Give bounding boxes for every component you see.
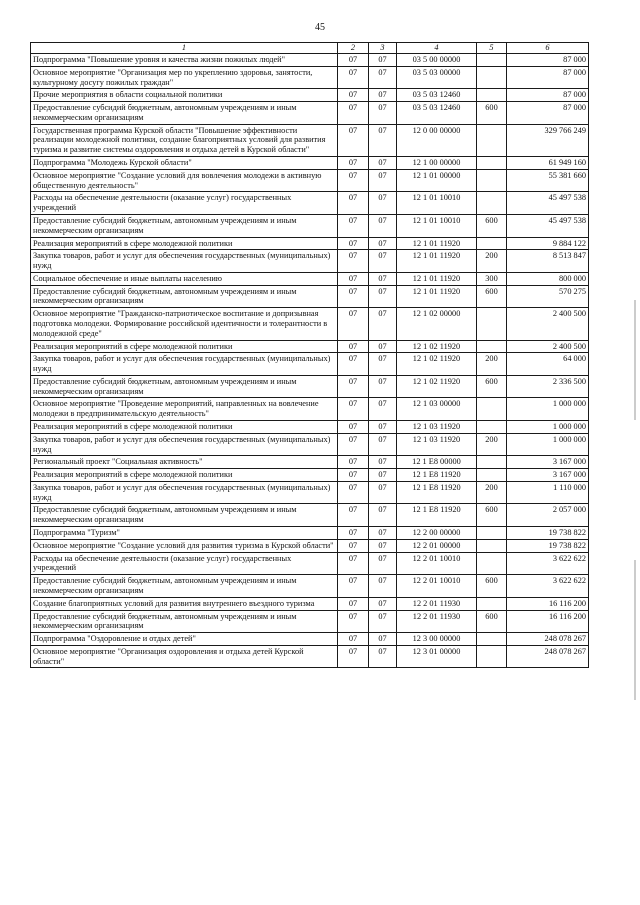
table-row (31, 89, 589, 102)
row-name-cell: Основное мероприятие "Проведение мероприятий, направленных на вовлечение молодежи в предпринимательскую деятельность" (31, 398, 338, 421)
row-section-cell: 07 (338, 610, 369, 633)
row-subsection-cell: 07 (369, 539, 397, 552)
row-subsection-cell: 07 (369, 552, 397, 575)
row-amount-cell: 61 949 160 (507, 157, 589, 170)
row-target-article-cell: 12 1 02 11920 (397, 375, 477, 398)
row-subsection-cell: 07 (369, 214, 397, 237)
table-row (31, 214, 589, 237)
row-name-cell: Создание благоприятных условий для развития внутреннего въездного туризма (31, 597, 338, 610)
row-amount-cell: 2 400 500 (507, 308, 589, 340)
row-section-cell: 07 (338, 54, 369, 67)
row-section-cell: 07 (338, 398, 369, 421)
table-row (31, 340, 589, 353)
row-subsection-cell: 07 (369, 124, 397, 156)
row-expense-type-cell (477, 469, 507, 482)
row-target-article-cell: 12 2 01 11930 (397, 597, 477, 610)
row-target-article-cell: 12 2 01 10010 (397, 552, 477, 575)
row-subsection-cell: 07 (369, 237, 397, 250)
row-name-cell: Региональный проект "Социальная активность" (31, 456, 338, 469)
row-subsection-cell: 07 (369, 272, 397, 285)
row-amount-cell: 2 336 500 (507, 375, 589, 398)
header-col-5: 5 (477, 43, 507, 54)
row-section-cell: 07 (338, 285, 369, 308)
row-name-cell: Реализация мероприятий в сфере молодежной политики (31, 237, 338, 250)
row-amount-cell: 248 078 267 (507, 645, 589, 668)
row-amount-cell: 1 000 000 (507, 433, 589, 456)
row-target-article-cell: 12 2 01 00000 (397, 539, 477, 552)
row-expense-type-cell (477, 192, 507, 215)
row-subsection-cell: 07 (369, 575, 397, 598)
table-row (31, 575, 589, 598)
row-name-cell: Реализация мероприятий в сфере молодежной политики (31, 421, 338, 434)
row-amount-cell: 87 000 (507, 66, 589, 89)
row-name-cell: Основное мероприятие "Создание условий для вовлечения молодежи в активную общественную деятельность" (31, 169, 338, 192)
row-subsection-cell: 07 (369, 89, 397, 102)
table-row (31, 285, 589, 308)
row-target-article-cell: 12 3 00 00000 (397, 633, 477, 646)
row-target-article-cell: 12 1 00 00000 (397, 157, 477, 170)
row-amount-cell: 570 275 (507, 285, 589, 308)
table-row (31, 54, 589, 67)
row-section-cell: 07 (338, 250, 369, 273)
table-row (31, 250, 589, 273)
row-target-article-cell: 12 1 E8 00000 (397, 456, 477, 469)
row-subsection-cell: 07 (369, 610, 397, 633)
row-amount-cell: 87 000 (507, 89, 589, 102)
header-row (31, 43, 589, 54)
row-expense-type-cell (477, 54, 507, 67)
row-subsection-cell: 07 (369, 353, 397, 376)
row-name-cell: Реализация мероприятий в сфере молодежной политики (31, 469, 338, 482)
row-section-cell: 07 (338, 539, 369, 552)
row-name-cell: Прочие мероприятия в области социальной политики (31, 89, 338, 102)
row-target-article-cell: 12 1 01 11920 (397, 237, 477, 250)
row-target-article-cell: 12 1 02 11920 (397, 353, 477, 376)
row-amount-cell: 3 622 622 (507, 575, 589, 598)
row-amount-cell: 87 000 (507, 102, 589, 125)
table-row (31, 124, 589, 156)
row-amount-cell: 1 110 000 (507, 481, 589, 504)
row-name-cell: Основное мероприятие "Организация оздоровления и отдыха детей Курской области" (31, 645, 338, 668)
row-subsection-cell: 07 (369, 157, 397, 170)
row-target-article-cell: 12 1 01 10010 (397, 214, 477, 237)
table-row (31, 421, 589, 434)
row-subsection-cell: 07 (369, 633, 397, 646)
row-expense-type-cell (477, 169, 507, 192)
row-name-cell: Предоставление субсидий бюджетным, автономным учреждениям и иным некоммерческим организациям (31, 504, 338, 527)
row-expense-type-cell (477, 645, 507, 668)
scan-edge-mark (634, 300, 636, 420)
row-target-article-cell: 12 1 03 11920 (397, 433, 477, 456)
row-amount-cell: 19 738 822 (507, 527, 589, 540)
budget-table (30, 42, 589, 668)
row-name-cell: Закупка товаров, работ и услуг для обеспечения государственных (муниципальных) нужд (31, 433, 338, 456)
row-section-cell: 07 (338, 308, 369, 340)
row-expense-type-cell (477, 89, 507, 102)
row-expense-type-cell: 600 (477, 102, 507, 125)
table-row (31, 456, 589, 469)
row-name-cell: Реализация мероприятий в сфере молодежной политики (31, 340, 338, 353)
row-section-cell: 07 (338, 597, 369, 610)
row-target-article-cell: 12 2 01 10010 (397, 575, 477, 598)
table-row (31, 597, 589, 610)
row-subsection-cell: 07 (369, 308, 397, 340)
row-section-cell: 07 (338, 456, 369, 469)
row-section-cell: 07 (338, 169, 369, 192)
row-expense-type-cell (477, 237, 507, 250)
header-col-1: 1 (31, 43, 338, 54)
row-amount-cell: 1 000 000 (507, 421, 589, 434)
row-section-cell: 07 (338, 272, 369, 285)
row-subsection-cell: 07 (369, 527, 397, 540)
row-target-article-cell: 03 5 03 00000 (397, 66, 477, 89)
row-subsection-cell: 07 (369, 433, 397, 456)
row-expense-type-cell: 600 (477, 214, 507, 237)
row-target-article-cell: 12 1 01 11920 (397, 250, 477, 273)
row-subsection-cell: 07 (369, 54, 397, 67)
table-row (31, 433, 589, 456)
row-amount-cell: 800 000 (507, 272, 589, 285)
row-amount-cell: 55 381 660 (507, 169, 589, 192)
row-amount-cell: 45 497 538 (507, 214, 589, 237)
row-section-cell: 07 (338, 192, 369, 215)
row-expense-type-cell: 600 (477, 575, 507, 598)
row-amount-cell: 2 057 000 (507, 504, 589, 527)
row-section-cell: 07 (338, 575, 369, 598)
table-row (31, 353, 589, 376)
row-target-article-cell: 03 5 03 12460 (397, 89, 477, 102)
row-expense-type-cell (477, 157, 507, 170)
row-name-cell: Государственная программа Курской области "Повышение эффективности реализации молодежной политики, создание благоприятных условий для развития туризма и развитие системы оздоровления и отдыха детей в Курской области" (31, 124, 338, 156)
row-target-article-cell: 12 1 01 11920 (397, 272, 477, 285)
row-section-cell: 07 (338, 124, 369, 156)
row-expense-type-cell (477, 552, 507, 575)
row-section-cell: 07 (338, 214, 369, 237)
row-subsection-cell: 07 (369, 375, 397, 398)
row-subsection-cell: 07 (369, 645, 397, 668)
row-section-cell: 07 (338, 469, 369, 482)
row-target-article-cell: 12 1 01 10010 (397, 192, 477, 215)
row-expense-type-cell: 600 (477, 610, 507, 633)
row-amount-cell: 8 513 847 (507, 250, 589, 273)
row-section-cell: 07 (338, 633, 369, 646)
table-row (31, 375, 589, 398)
row-amount-cell: 1 000 000 (507, 398, 589, 421)
row-expense-type-cell (477, 308, 507, 340)
row-subsection-cell: 07 (369, 66, 397, 89)
table-row (31, 633, 589, 646)
table-row (31, 398, 589, 421)
table-row (31, 66, 589, 89)
row-expense-type-cell (477, 340, 507, 353)
row-expense-type-cell: 200 (477, 481, 507, 504)
row-name-cell: Подпрограмма "Молодежь Курской области" (31, 157, 338, 170)
table-row (31, 237, 589, 250)
row-target-article-cell: 12 1 03 00000 (397, 398, 477, 421)
table-row (31, 481, 589, 504)
row-amount-cell: 45 497 538 (507, 192, 589, 215)
row-expense-type-cell (477, 66, 507, 89)
row-expense-type-cell (477, 421, 507, 434)
row-name-cell: Закупка товаров, работ и услуг для обеспечения государственных (муниципальных) нужд (31, 353, 338, 376)
row-subsection-cell: 07 (369, 169, 397, 192)
row-amount-cell: 16 116 200 (507, 610, 589, 633)
header-col-4: 4 (397, 43, 477, 54)
row-name-cell: Предоставление субсидий бюджетным, автономным учреждениям и иным некоммерческим организациям (31, 102, 338, 125)
row-subsection-cell: 07 (369, 250, 397, 273)
row-subsection-cell: 07 (369, 398, 397, 421)
row-target-article-cell: 12 1 02 11920 (397, 340, 477, 353)
row-target-article-cell: 12 2 00 00000 (397, 527, 477, 540)
row-amount-cell: 9 884 122 (507, 237, 589, 250)
row-section-cell: 07 (338, 340, 369, 353)
row-section-cell: 07 (338, 645, 369, 668)
table-header (31, 43, 589, 54)
table-row (31, 272, 589, 285)
row-target-article-cell: 12 1 01 11920 (397, 285, 477, 308)
scan-edge-mark (634, 560, 636, 700)
row-expense-type-cell (477, 539, 507, 552)
table-row (31, 157, 589, 170)
row-target-article-cell: 03 5 00 00000 (397, 54, 477, 67)
table-row (31, 645, 589, 668)
header-col-6: 6 (507, 43, 589, 54)
row-target-article-cell: 12 1 03 11920 (397, 421, 477, 434)
row-subsection-cell: 07 (369, 597, 397, 610)
row-amount-cell: 329 766 249 (507, 124, 589, 156)
row-section-cell: 07 (338, 237, 369, 250)
row-name-cell: Основное мероприятие "Гражданско-патриотическое воспитание и допризывная подготовка молодежи. Формирование российской идентичности и толерантности в молодежной среде" (31, 308, 338, 340)
row-name-cell: Расходы на обеспечение деятельности (оказание услуг) государственных учреждений (31, 552, 338, 575)
row-section-cell: 07 (338, 353, 369, 376)
row-subsection-cell: 07 (369, 481, 397, 504)
table-row (31, 504, 589, 527)
table-row (31, 552, 589, 575)
row-section-cell: 07 (338, 157, 369, 170)
table-row (31, 102, 589, 125)
row-target-article-cell: 12 2 01 11930 (397, 610, 477, 633)
row-target-article-cell: 12 1 02 00000 (397, 308, 477, 340)
row-section-cell: 07 (338, 102, 369, 125)
page-number: 45 (315, 22, 325, 33)
table-row (31, 308, 589, 340)
row-expense-type-cell: 300 (477, 272, 507, 285)
row-name-cell: Подпрограмма "Повышение уровня и качества жизни пожилых людей" (31, 54, 338, 67)
row-section-cell: 07 (338, 433, 369, 456)
row-subsection-cell: 07 (369, 340, 397, 353)
row-subsection-cell: 07 (369, 504, 397, 527)
row-amount-cell: 3 167 000 (507, 469, 589, 482)
row-section-cell: 07 (338, 527, 369, 540)
row-name-cell: Закупка товаров, работ и услуг для обеспечения государственных (муниципальных) нужд (31, 250, 338, 273)
row-subsection-cell: 07 (369, 102, 397, 125)
row-name-cell: Предоставление субсидий бюджетным, автономным учреждениям и иным некоммерческим организациям (31, 375, 338, 398)
table-row (31, 610, 589, 633)
header-col-2: 2 (338, 43, 369, 54)
row-section-cell: 07 (338, 375, 369, 398)
table-row (31, 192, 589, 215)
row-amount-cell: 3 622 622 (507, 552, 589, 575)
row-name-cell: Закупка товаров, работ и услуг для обеспечения государственных (муниципальных) нужд (31, 481, 338, 504)
row-name-cell: Основное мероприятие "Создание условий для развития туризма в Курской области" (31, 539, 338, 552)
row-target-article-cell: 03 5 03 12460 (397, 102, 477, 125)
row-section-cell: 07 (338, 481, 369, 504)
row-amount-cell: 19 738 822 (507, 539, 589, 552)
row-expense-type-cell: 200 (477, 250, 507, 273)
row-amount-cell: 248 078 267 (507, 633, 589, 646)
row-amount-cell: 64 000 (507, 353, 589, 376)
row-expense-type-cell (477, 456, 507, 469)
row-name-cell: Предоставление субсидий бюджетным, автономным учреждениям и иным некоммерческим организациям (31, 575, 338, 598)
table-row (31, 469, 589, 482)
row-subsection-cell: 07 (369, 285, 397, 308)
row-expense-type-cell (477, 124, 507, 156)
row-subsection-cell: 07 (369, 421, 397, 434)
row-expense-type-cell (477, 398, 507, 421)
row-section-cell: 07 (338, 66, 369, 89)
row-expense-type-cell (477, 633, 507, 646)
row-subsection-cell: 07 (369, 469, 397, 482)
row-expense-type-cell: 200 (477, 353, 507, 376)
row-name-cell: Предоставление субсидий бюджетным, автономным учреждениям и иным некоммерческим организациям (31, 214, 338, 237)
row-target-article-cell: 12 1 E8 11920 (397, 504, 477, 527)
row-amount-cell: 2 400 500 (507, 340, 589, 353)
row-amount-cell: 16 116 200 (507, 597, 589, 610)
row-name-cell: Основное мероприятие "Организация мер по укреплению здоровья, занятости, культурному досугу пожилых граждан" (31, 66, 338, 89)
row-section-cell: 07 (338, 552, 369, 575)
header-col-3: 3 (369, 43, 397, 54)
row-expense-type-cell: 600 (477, 285, 507, 308)
row-expense-type-cell (477, 597, 507, 610)
row-expense-type-cell: 200 (477, 433, 507, 456)
row-name-cell: Предоставление субсидий бюджетным, автономным учреждениям и иным некоммерческим организациям (31, 610, 338, 633)
row-target-article-cell: 12 0 00 00000 (397, 124, 477, 156)
row-section-cell: 07 (338, 89, 369, 102)
row-name-cell: Подпрограмма "Оздоровление и отдых детей" (31, 633, 338, 646)
table-row (31, 527, 589, 540)
row-section-cell: 07 (338, 421, 369, 434)
row-name-cell: Подпрограмма "Туризм" (31, 527, 338, 540)
row-target-article-cell: 12 1 01 00000 (397, 169, 477, 192)
row-target-article-cell: 12 3 01 00000 (397, 645, 477, 668)
row-name-cell: Социальное обеспечение и иные выплаты населению (31, 272, 338, 285)
row-subsection-cell: 07 (369, 456, 397, 469)
row-section-cell: 07 (338, 504, 369, 527)
row-amount-cell: 3 167 000 (507, 456, 589, 469)
row-name-cell: Расходы на обеспечение деятельности (оказание услуг) государственных учреждений (31, 192, 338, 215)
row-expense-type-cell (477, 527, 507, 540)
row-target-article-cell: 12 1 E8 11920 (397, 481, 477, 504)
row-expense-type-cell: 600 (477, 375, 507, 398)
table-body (31, 54, 589, 668)
table-row (31, 169, 589, 192)
row-expense-type-cell: 600 (477, 504, 507, 527)
row-name-cell: Предоставление субсидий бюджетным, автономным учреждениям и иным некоммерческим организациям (31, 285, 338, 308)
row-subsection-cell: 07 (369, 192, 397, 215)
row-target-article-cell: 12 1 E8 11920 (397, 469, 477, 482)
table-row (31, 539, 589, 552)
row-amount-cell: 87 000 (507, 54, 589, 67)
